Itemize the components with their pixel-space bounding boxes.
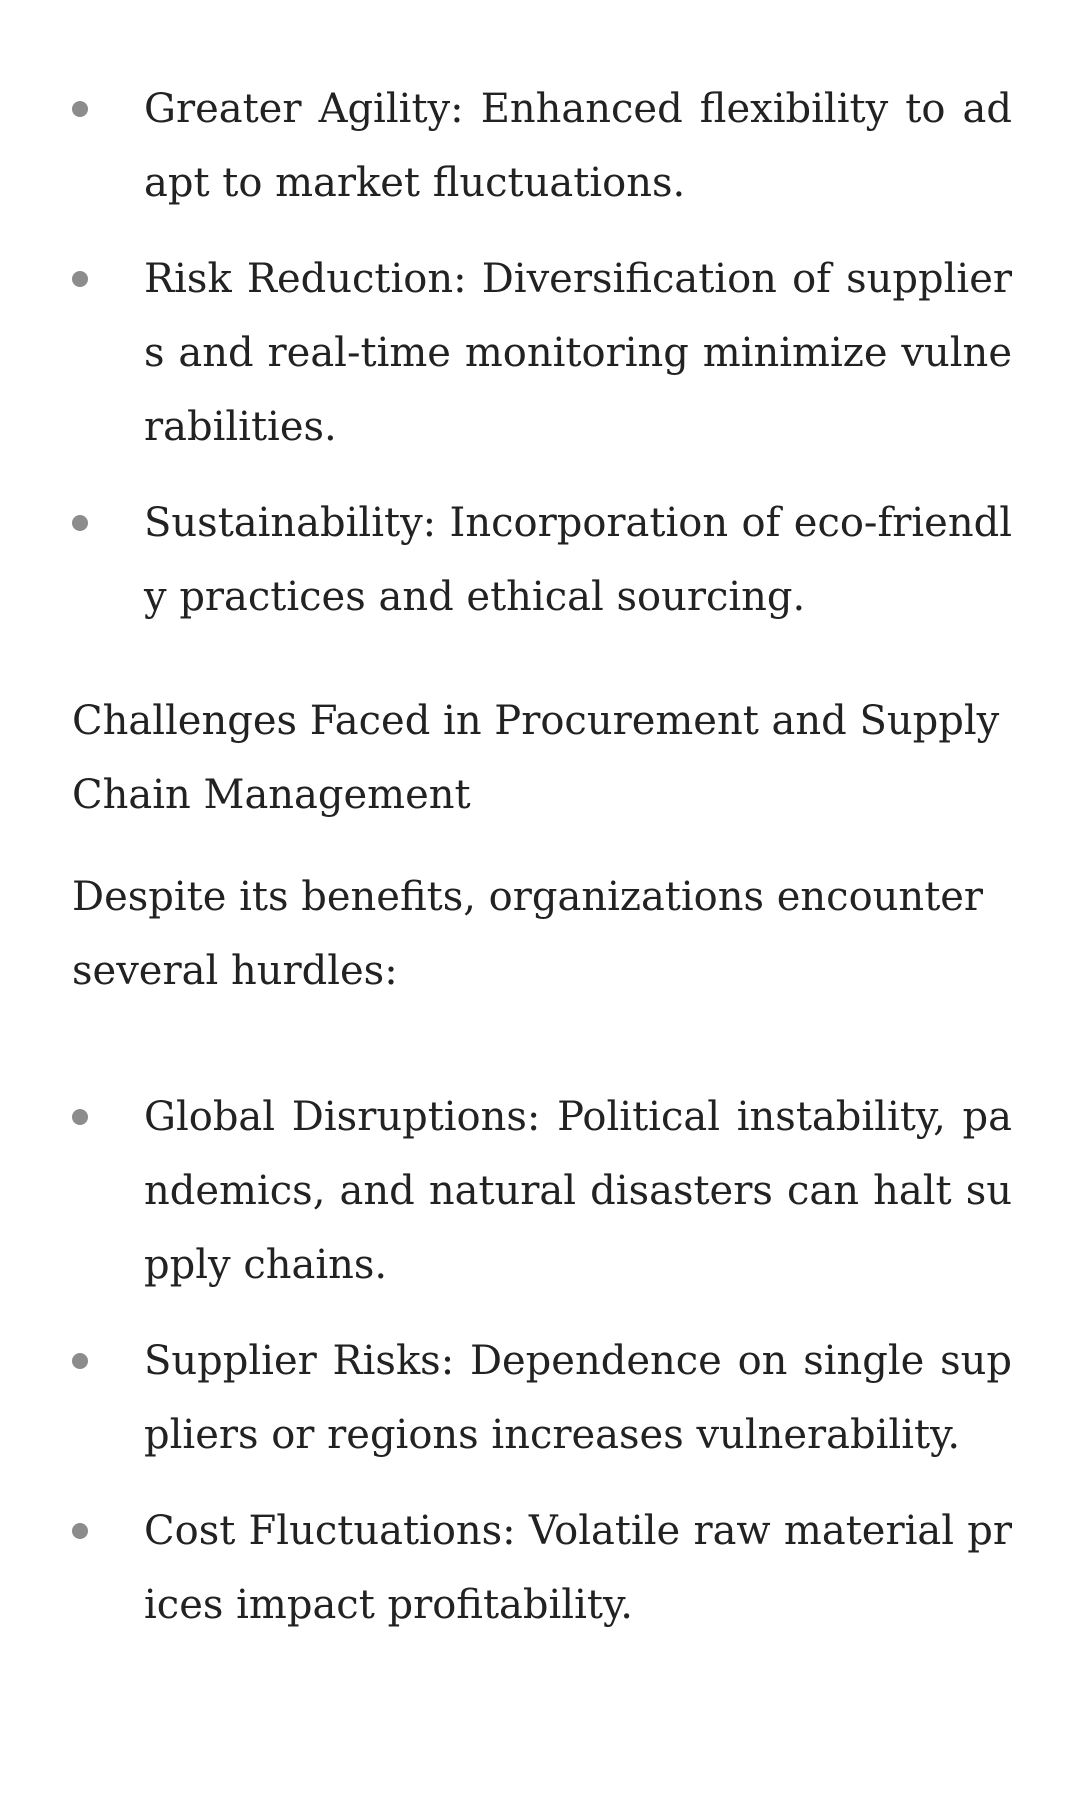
list-item	[72, 1324, 1012, 1472]
article-content	[72, 72, 1012, 1664]
challenges-list	[72, 1080, 1012, 1642]
benefits-list	[72, 72, 1012, 634]
bullet-icon	[72, 1353, 88, 1369]
list-item-text: Cost Fluctuations: Volatile raw material prices impact profitability.	[144, 1508, 1012, 1628]
list-item	[72, 486, 1012, 634]
bullet-icon	[72, 1523, 88, 1539]
bullet-icon	[72, 1109, 88, 1125]
list-item-text: Risk Reduction: Diversification of suppliers and real-time monitoring minimize vulnerabilities.	[144, 256, 1012, 450]
intro-paragraph: Despite its benefits, organizations encounter several hurdles:	[72, 874, 984, 994]
list-item	[72, 72, 1012, 220]
list-item	[72, 1080, 1012, 1302]
list-item	[72, 1494, 1012, 1642]
bullet-icon	[72, 271, 88, 287]
bullet-icon	[72, 101, 88, 117]
list-item-text: Sustainability: Incorporation of eco-friendly practices and ethical sourcing.	[144, 500, 1012, 620]
bullet-icon	[72, 515, 88, 531]
list-item-text: Greater Agility: Enhanced flexibility to adapt to market fluctuations.	[144, 86, 1012, 206]
list-item	[72, 242, 1012, 464]
section-heading: Challenges Faced in Procurement and Supply Chain Management	[72, 698, 1000, 818]
list-item-text: Supplier Risks: Dependence on single suppliers or regions increases vulnerability.	[144, 1338, 1012, 1458]
list-item-text: Global Disruptions: Political instability, pandemics, and natural disasters can halt supply chains.	[144, 1094, 1012, 1288]
